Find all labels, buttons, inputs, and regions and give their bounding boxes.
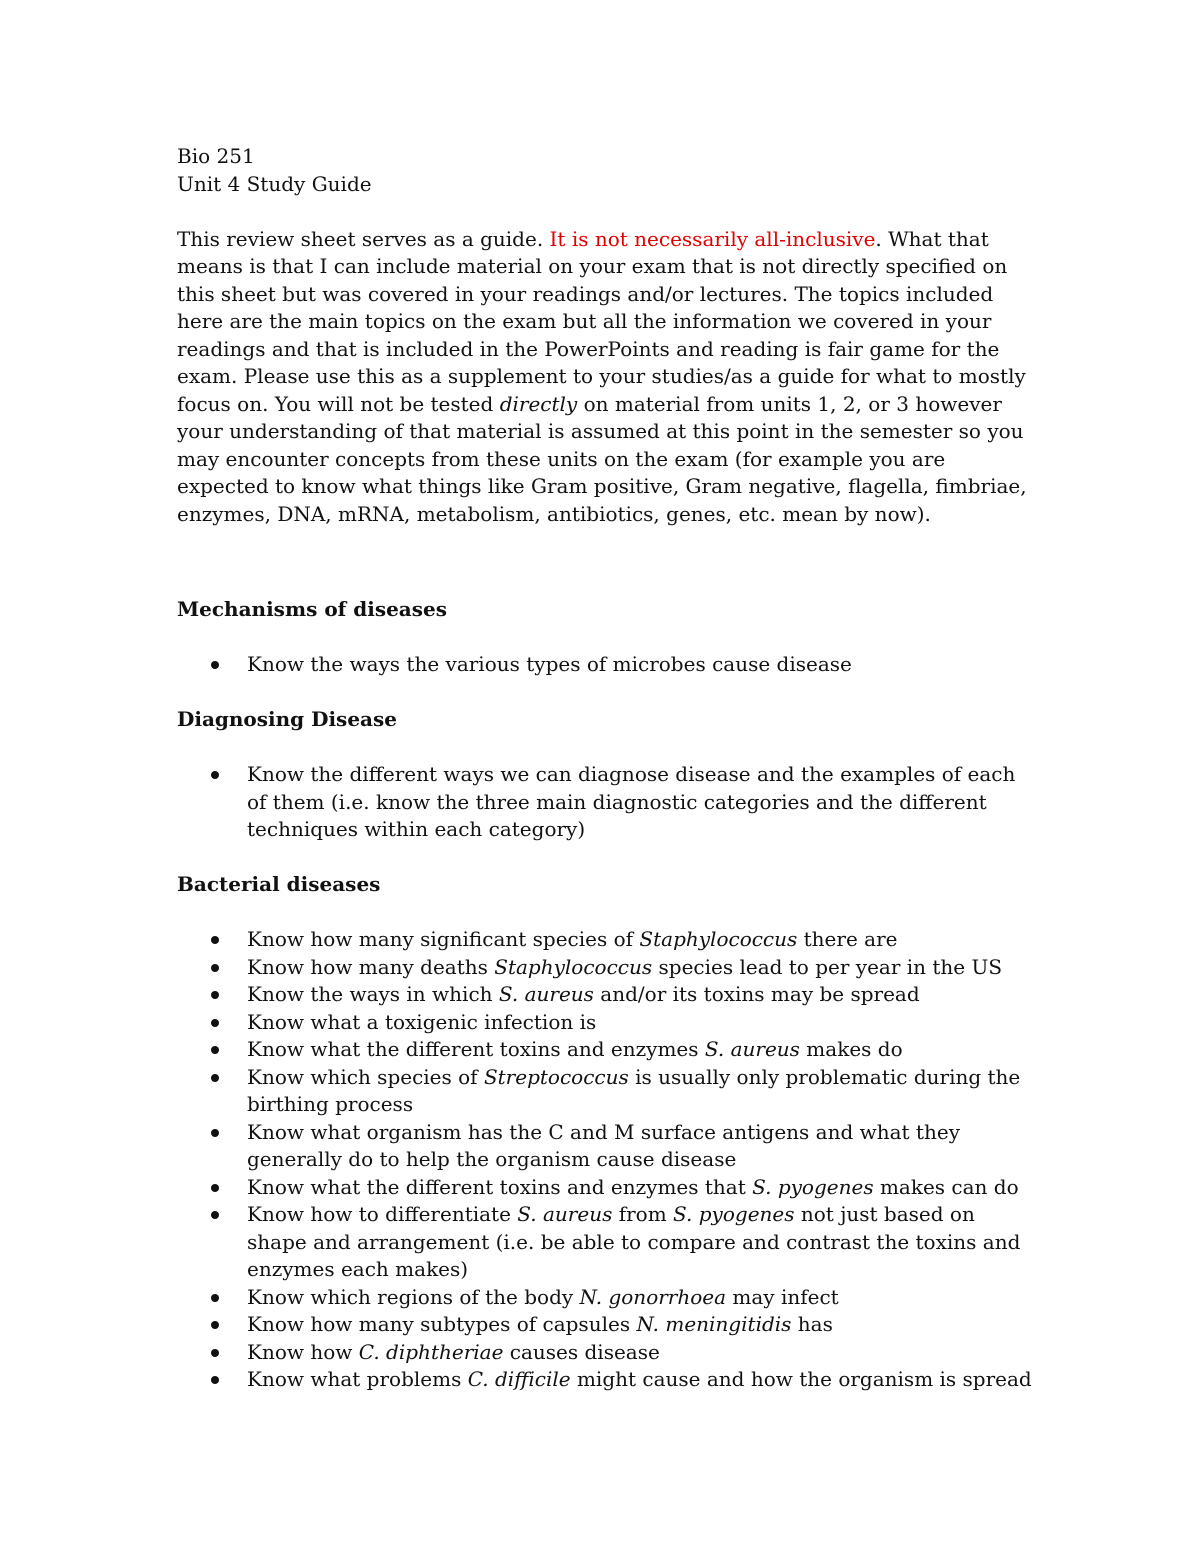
list-item: Know what the different toxins and enzymes that S. pyogenes makes can do xyxy=(177,1174,1037,1202)
bullet-icon xyxy=(211,771,219,779)
list-item: Know how many subtypes of capsules N. meningitidis has xyxy=(177,1311,1037,1339)
bullet-icon xyxy=(211,1376,219,1384)
list-mechanisms xyxy=(177,651,1037,679)
list-diagnosing xyxy=(177,761,1037,844)
list-item: Know the ways in which S. aureus and/or its toxins may be spread xyxy=(177,981,1037,1009)
bullet-icon xyxy=(211,1184,219,1192)
heading-mechanisms: Mechanisms of diseases xyxy=(177,597,447,621)
intro-text-1: This review sheet serves as a guide. xyxy=(177,226,550,251)
list-item: Know the different ways we can diagnose disease and the examples of each of them (i.e. know the three main diagnostic categories and the different techniques within each category) xyxy=(177,761,1037,844)
list-item: Know what a toxigenic infection is xyxy=(177,1009,1037,1037)
intro-paragraph xyxy=(177,226,1037,529)
list-item: Know what organism has the C and M surface antigens and what they generally do to help the organism cause disease xyxy=(177,1119,1037,1174)
list-item: Know what the different toxins and enzymes S. aureus makes do xyxy=(177,1036,1037,1064)
bullet-icon xyxy=(211,1129,219,1137)
list-item: Know what problems C. difficile might cause and how the organism is spread xyxy=(177,1366,1037,1394)
list-item: Know how to differentiate S. aureus from S. pyogenes not just based on shape and arrangement (i.e. be able to compare and contrast the toxins and enzymes each makes) xyxy=(177,1201,1037,1284)
heading-diagnosing: Diagnosing Disease xyxy=(177,707,397,731)
bullet-icon xyxy=(211,1349,219,1357)
intro-text-2: . What that means is that I can include material on your exam that is not directly specified on this sheet but was covered in your readings and/or lectures. The topics included here are the main topics on the exam but all the information we covered in your readings and that is included in the PowerPoints and reading is fair game for the exam. Please use this as a supplement to your studies/as a guide for what to mostly focus on. You will not be tested xyxy=(177,226,1026,416)
list-item: Know which regions of the body N. gonorrhoea may infect xyxy=(177,1284,1037,1312)
bullet-icon xyxy=(211,1211,219,1219)
bullet-icon xyxy=(211,1046,219,1054)
intro-text-3: on material from units 1, 2, or 3 however your understanding of that material is assumed at this point in the semester so you may encounter concepts from these units on the exam (for example you are expected to know what things like Gram positive, Gram negative, flagella, fimbriae, enzymes, DNA, mRNA, metabolism, antibiotics, genes, etc. mean by now). xyxy=(177,391,1027,526)
list-item: Know how C. diphtheriae causes disease xyxy=(177,1339,1037,1367)
bullet-icon xyxy=(211,936,219,944)
intro-emphasis: directly xyxy=(499,391,578,416)
document-page xyxy=(177,143,1037,1394)
document-title: Unit 4 Study Guide xyxy=(177,171,372,196)
course-code: Bio 251 xyxy=(177,144,255,168)
bullet-icon xyxy=(211,661,219,669)
list-item: Know the ways the various types of microbes cause disease xyxy=(177,651,1037,679)
list-bacterial xyxy=(177,926,1037,1394)
bullet-icon xyxy=(211,1321,219,1329)
bullet-icon xyxy=(211,1019,219,1027)
list-item: Know how many deaths Staphylococcus species lead to per year in the US xyxy=(177,954,1037,982)
bullet-icon xyxy=(211,1294,219,1302)
list-item: Know how many significant species of Staphylococcus there are xyxy=(177,926,1037,954)
bullet-icon xyxy=(211,1074,219,1082)
intro-highlight: It is not necessarily all-inclusive xyxy=(549,226,876,251)
heading-bacterial: Bacterial diseases xyxy=(177,872,381,896)
bullet-icon xyxy=(211,964,219,972)
list-item: Know which species of Streptococcus is usually only problematic during the birthing process xyxy=(177,1064,1037,1119)
bullet-icon xyxy=(211,991,219,999)
